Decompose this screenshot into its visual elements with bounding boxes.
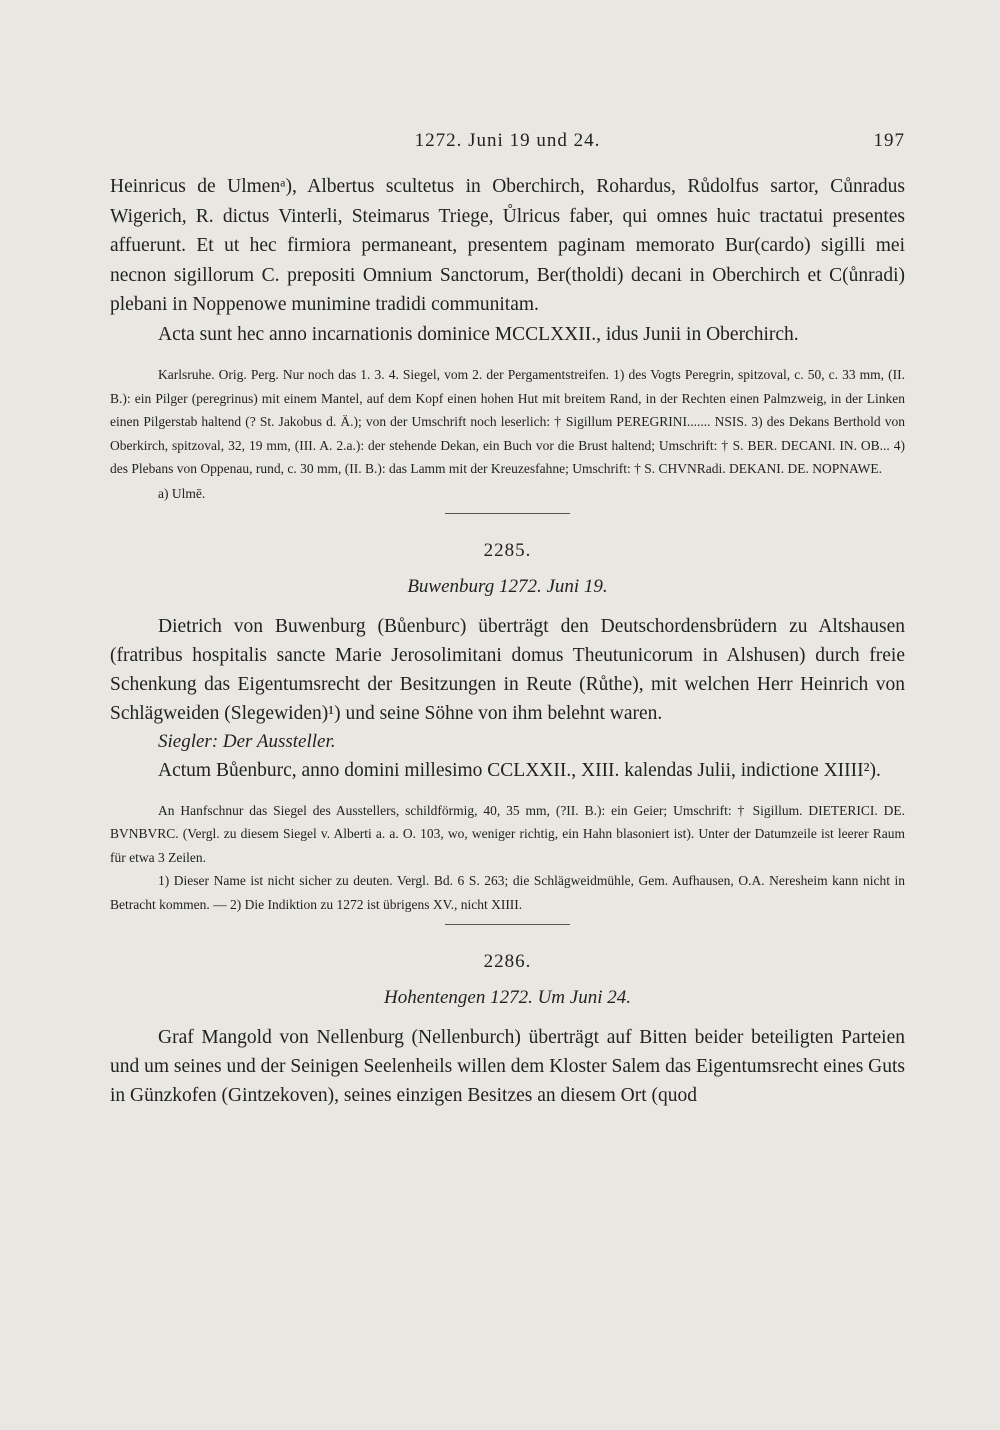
dating-2285 (110, 756, 905, 785)
regest-2285-text: Dietrich von Buwenburg (Bůenburc) überträgt den Deutschordensbrüdern zu Altshausen (fratribus hospitalis sancte Marie Jerosolimitani domus Theutunicorum in Alshusen) durch freie Schenkung das Eigentumsrecht der Besitzungen in Reute (Růthe), mit welchen Herr Heinrich von Schlägweiden (Slegewiden)¹) und seine Söhne von ihm belehnt waren. (110, 615, 905, 724)
continuation-dating-text: Acta sunt hec anno incarnationis dominice MCCLXXII., idus Junii in Oberchirch. (158, 323, 799, 345)
continuation-text: Heinricus de Ulmenᵃ), Albertus scultetus in Oberchirch, Rohardus, Růdolfus sartor, Cůnradus Wigerich, R. dictus Vinterli, Steimarus Triege, Ůlricus faber, qui omnes huic tractatui presentes affuerunt. Et ut hec firmiora permaneant, presentem paginam memorato Bur(cardo) sigilli mei necnon sigillorum C. prepositi Omnium Sanctorum, Ber(tholdi) decani in Oberchirch et C(ůnradi) plebani in Noppenowe munimine tradidi communitam. (110, 176, 905, 315)
running-title: 1272. Juni 19 und 24. (414, 130, 601, 151)
place-date-2285: Buwenburg 1272. Juni 19. (407, 575, 608, 597)
page-number: 197 (873, 130, 905, 151)
regest-2286 (110, 1023, 905, 1110)
page-header (110, 130, 905, 158)
continuation-note (110, 363, 905, 481)
page-body (110, 172, 905, 1110)
dating-2285-text: Actum Bůenburc, anno domini millesimo CCLXXII., XIII. kalendas Julii, indictione XIIII²). (158, 759, 881, 781)
continuation-note-text: Karlsruhe. Orig. Perg. Nur noch das 1. 3. 4. Siegel, vom 2. der Pergamentstreifen. 1) des Vogts Peregrin, spitzoval, c. 50, c. 33 mm, (II. B.): ein Pilger (peregrinus) mit einem Mantel, auf dem Kopf einen hohen Hut mit breitem Rand, in der Rechten einen Palmzweig, in der Linken einen Pilgerstab haltend (? St. Jakobus d. Ä.); von der Umschrift noch leserlich: † Sigillum PEREGRINI....... NSIS. 3) des Dekans Berthold von Oberkirch, spitzoval, 32, 19 mm, (III. A. 2.a.): der stehende Dekan, ein Buch vor die Brust haltend; Umschrift: † S. BER. DECANI. IN. OB... 4) des Plebans von Oppenau, rund, c. 30 mm, (II. B.): das Lamm mit der Kreuzesfahne; Umschrift: † S. CHVNRadi. DEKANI. DE. NOPNAWE. (110, 367, 905, 476)
place-date-2286: Hohentengen 1272. Um Juni 24. (384, 987, 631, 1008)
note-2285 (110, 799, 905, 870)
document-number-2286: 2286. (483, 951, 532, 972)
footnotes-2285-text: 1) Dieser Name ist nicht sicher zu deuten. Vergl. Bd. 6 S. 263; die Schlägweidmühle, Gem. Aufhausen, O.A. Neresheim kann nicht in Betracht kommen. — 2) Die Indiktion zu 1272 ist übrigens XV., nicht XIIII. (110, 873, 905, 912)
note-2285-text: An Hanfschnur das Siegel des Ausstellers, schildförmig, 40, 35 mm, (?II. B.): ein Geier; Umschrift: † Sigillum. DIETERICI. DE. BVNBVRC. (Vergl. zu diesem Siegel v. Alberti a. a. O. 103, wo, weniger richtig, ein Hahn blasoniert ist). Unter der Datumzeile ist leerer Raum für etwa 3 Zeilen. (110, 802, 905, 865)
siegler-2285: Siegler: Der Aussteller. (158, 730, 336, 752)
regest-2285 (110, 612, 905, 728)
continuation-dating (110, 320, 905, 350)
continuation-footnote: a) Ulmē. (158, 485, 206, 501)
footnotes-2285 (110, 869, 905, 916)
document-number-2285: 2285. (483, 539, 532, 561)
regest-2286-text: Graf Mangold von Nellenburg (Nellenburch) überträgt auf Bitten beider beteiligten Parteien und um seines und der Seinigen Seelenheils willen dem Kloster Salem das Eigentumsrecht eines Guts in Günzkofen (Gintzekoven), seines einzigen Besitzes an diesem Ort (quod (110, 1027, 906, 1106)
